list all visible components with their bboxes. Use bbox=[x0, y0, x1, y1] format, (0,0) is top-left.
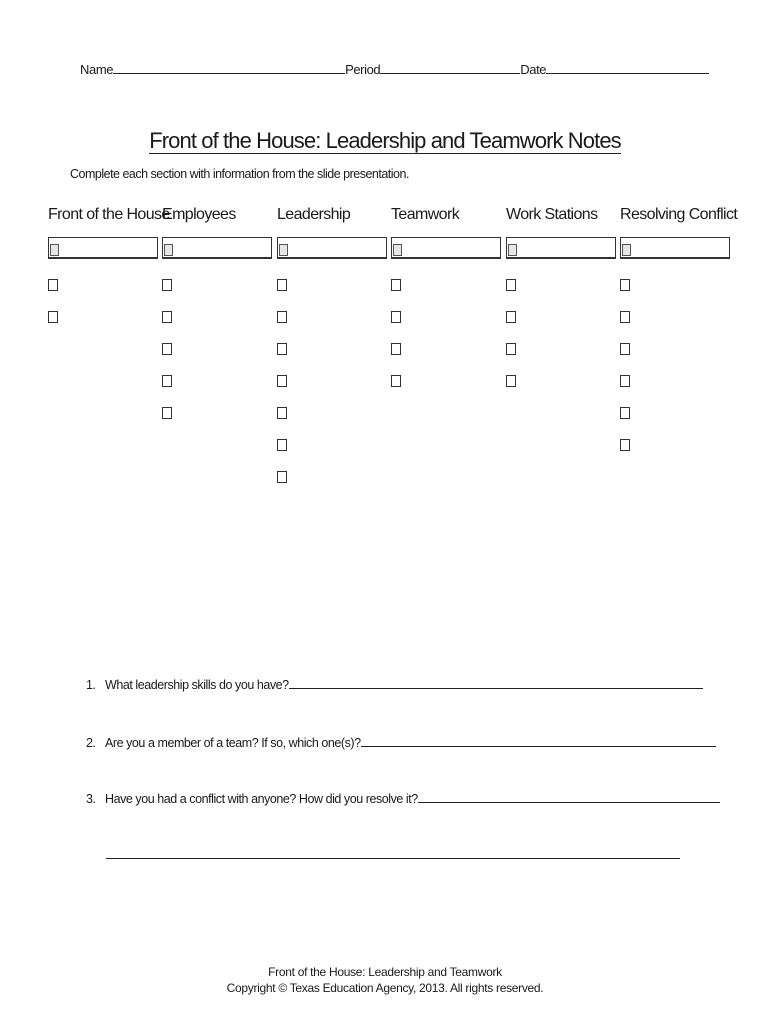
column-heading: Leadership bbox=[277, 206, 351, 223]
answer-line-extra[interactable] bbox=[106, 858, 680, 859]
page-footer bbox=[0, 964, 770, 996]
checkbox-icon bbox=[50, 244, 59, 256]
column-heading: Resolving Conflict bbox=[620, 206, 738, 223]
checkbox-icon bbox=[622, 244, 631, 256]
checkbox[interactable] bbox=[162, 375, 172, 387]
column-input-box[interactable] bbox=[391, 237, 501, 259]
column-work-stations bbox=[506, 206, 621, 230]
checkbox[interactable] bbox=[391, 311, 401, 323]
answer-line[interactable] bbox=[418, 790, 720, 803]
page-title: Front of the House: Leadership and Teamwork Notes bbox=[149, 128, 621, 153]
checkbox[interactable] bbox=[277, 471, 287, 483]
footer-title: Front of the House: Leadership and Teamwork bbox=[268, 965, 502, 979]
date-field[interactable] bbox=[546, 62, 709, 74]
checkbox[interactable] bbox=[506, 375, 516, 387]
checkbox[interactable] bbox=[620, 407, 630, 419]
answer-line[interactable] bbox=[289, 676, 703, 689]
checkbox[interactable] bbox=[620, 343, 630, 355]
column-input-box[interactable] bbox=[48, 237, 158, 259]
checkbox-icon bbox=[508, 244, 517, 256]
checkbox[interactable] bbox=[162, 279, 172, 291]
column-employees bbox=[162, 206, 277, 230]
column-resolving-conflict bbox=[620, 206, 738, 230]
instructions: Complete each section with information from the slide presentation. bbox=[70, 167, 409, 181]
column-heading: Front of the House bbox=[48, 206, 170, 223]
checkbox[interactable] bbox=[277, 439, 287, 451]
checkbox-icon bbox=[164, 244, 173, 256]
student-info-line bbox=[80, 62, 709, 77]
period-field[interactable] bbox=[380, 62, 520, 74]
checkbox[interactable] bbox=[277, 407, 287, 419]
checkbox[interactable] bbox=[506, 279, 516, 291]
checkbox[interactable] bbox=[391, 279, 401, 291]
column-input-box[interactable] bbox=[620, 237, 730, 259]
column-input-box[interactable] bbox=[506, 237, 616, 259]
column-heading: Teamwork bbox=[391, 206, 460, 223]
question-number: 2. bbox=[86, 736, 96, 750]
column-leadership bbox=[277, 206, 392, 230]
question-2 bbox=[86, 734, 716, 750]
question-1 bbox=[86, 676, 703, 692]
column-teamwork bbox=[391, 206, 506, 230]
checkbox[interactable] bbox=[620, 439, 630, 451]
checkbox[interactable] bbox=[391, 375, 401, 387]
column-heading: Employees bbox=[162, 206, 236, 223]
checkbox[interactable] bbox=[391, 343, 401, 355]
checkbox[interactable] bbox=[162, 311, 172, 323]
checkbox[interactable] bbox=[277, 343, 287, 355]
column-input-box[interactable] bbox=[162, 237, 272, 259]
checkbox[interactable] bbox=[620, 311, 630, 323]
checkbox[interactable] bbox=[620, 375, 630, 387]
checkbox[interactable] bbox=[506, 343, 516, 355]
column-front-of-the-house bbox=[48, 206, 170, 230]
question-number: 3. bbox=[86, 792, 96, 806]
question-number: 1. bbox=[86, 678, 96, 692]
checkbox[interactable] bbox=[620, 279, 630, 291]
name-field[interactable] bbox=[113, 62, 345, 74]
checkbox[interactable] bbox=[277, 279, 287, 291]
column-heading: Work Stations bbox=[506, 206, 598, 223]
name-label: Name bbox=[80, 62, 114, 77]
checkbox[interactable] bbox=[162, 407, 172, 419]
question-text: Are you a member of a team? If so, which one(s)? bbox=[105, 736, 361, 750]
checkbox-icon bbox=[279, 244, 288, 256]
checkbox[interactable] bbox=[277, 375, 287, 387]
checkbox[interactable] bbox=[277, 311, 287, 323]
question-3 bbox=[86, 790, 720, 806]
checkbox-icon bbox=[393, 244, 402, 256]
period-label: Period bbox=[345, 62, 381, 77]
footer-copyright: Copyright © Texas Education Agency, 2013. All rights reserved. bbox=[226, 981, 544, 995]
question-text: Have you had a conflict with anyone? How did you resolve it? bbox=[105, 792, 418, 806]
date-label: Date bbox=[520, 62, 547, 77]
answer-line[interactable] bbox=[361, 734, 716, 747]
checkbox[interactable] bbox=[48, 279, 58, 291]
checkbox[interactable] bbox=[506, 311, 516, 323]
checkbox[interactable] bbox=[162, 343, 172, 355]
column-input-box[interactable] bbox=[277, 237, 387, 259]
question-text: What leadership skills do you have? bbox=[105, 678, 289, 692]
checkbox[interactable] bbox=[48, 311, 58, 323]
